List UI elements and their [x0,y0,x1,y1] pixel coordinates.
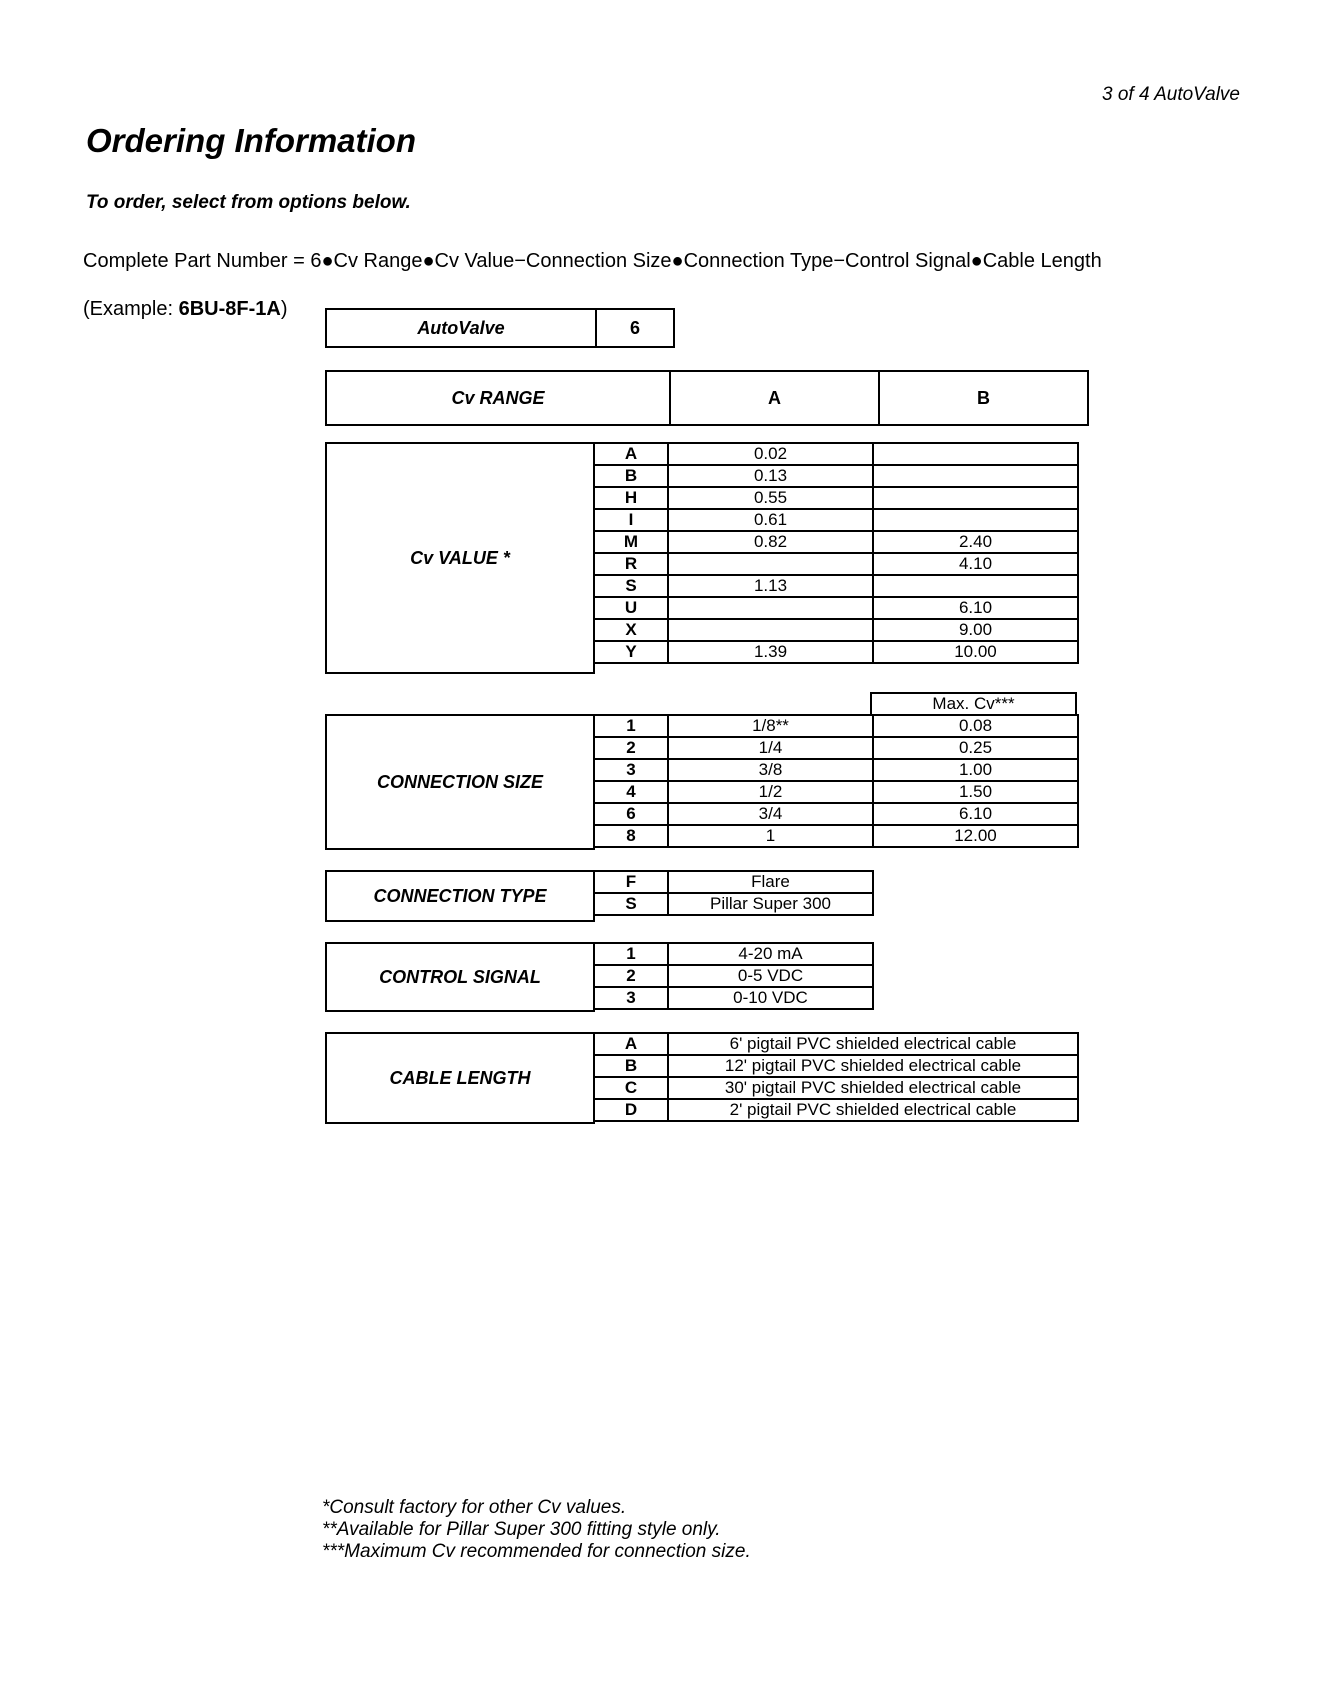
table-row [594,619,1078,641]
connection-size-value: 1/2 [668,781,873,803]
cv-range-b-value: 10.00 [873,641,1078,663]
option-code: H [594,487,668,509]
cv-range-a-value: 0.61 [668,509,873,531]
footnote-3: ***Maximum Cv recommended for connection size. [322,1541,751,1562]
subtitle: To order, select from options below. [86,192,411,213]
cv-range-col-a: A [670,371,879,425]
table-row [594,641,1078,663]
max-cv-header-table [870,692,1077,716]
option-code: 1 [594,943,668,965]
cv-range-col-b: B [879,371,1088,425]
max-cv-value: 1.50 [873,781,1078,803]
example-code: 6BU-8F-1A [178,298,281,320]
table-row [594,965,873,987]
table-row [594,737,1078,759]
cv-range-a-value [668,597,873,619]
example-prefix: (Example: [83,298,179,320]
cable-length-value: 12' pigtail PVC shielded electrical cable [668,1055,1078,1077]
control-signal-label: CONTROL SIGNAL [379,966,541,987]
cable-length-label: CABLE LENGTH [389,1067,531,1088]
table-row [594,759,1078,781]
cv-range-b-value: 6.10 [873,597,1078,619]
max-cv-value: 1.00 [873,759,1078,781]
page-number: 3 of 4 AutoValve [1101,84,1240,105]
option-code: B [594,1055,668,1077]
cable-length-table [593,1032,1079,1122]
connection-size-value: 1 [668,825,873,847]
table-row [594,1077,1078,1099]
option-code: M [594,531,668,553]
part-number-formula: Complete Part Number = 6●Cv Range●Cv Value−Connection Size●Connection Type−Control Signal●Cable Length [83,250,1102,272]
connection-type-value: Flare [668,871,873,893]
autovalve-label: AutoValve [326,309,596,347]
cv-value-table [593,442,1079,664]
option-code: B [594,465,668,487]
page-title: Ordering Information [86,122,416,159]
max-cv-value: 0.25 [873,737,1078,759]
cv-range-b-value [873,465,1078,487]
table-row [594,575,1078,597]
control-signal-value: 0-10 VDC [668,987,873,1009]
example-suffix: ) [280,298,288,320]
cv-range-table [325,370,1089,426]
option-code: S [594,893,668,915]
option-code: F [594,871,668,893]
connection-size-label: CONNECTION SIZE [376,771,543,792]
cv-range-b-value [873,443,1078,465]
option-code: R [594,553,668,575]
connection-size-value: 1/4 [668,737,873,759]
cv-range-a-value [668,553,873,575]
table-row [594,893,873,915]
option-code: A [594,1033,668,1055]
cv-range-b-value: 2.40 [873,531,1078,553]
option-code: 3 [594,987,668,1009]
cv-range-a-value: 0.55 [668,487,873,509]
example-part-number [83,298,288,321]
option-code: S [594,575,668,597]
table-row [594,1033,1078,1055]
table-row [594,531,1078,553]
table-row [594,465,1078,487]
option-code: 6 [594,803,668,825]
cv-range-a-value: 1.13 [668,575,873,597]
table-row [594,943,873,965]
cable-length-value: 2' pigtail PVC shielded electrical cable [668,1099,1078,1121]
table-row [594,443,1078,465]
cv-range-label: Cv RANGE [326,371,670,425]
table-row [594,781,1078,803]
cv-range-b-value: 4.10 [873,553,1078,575]
connection-type-label: CONNECTION TYPE [373,885,547,906]
cv-range-a-value: 1.39 [668,641,873,663]
footnotes [322,1497,751,1563]
connection-type-value: Pillar Super 300 [668,893,873,915]
table-row [594,987,873,1009]
cv-range-a-value [668,619,873,641]
option-code: I [594,509,668,531]
max-cv-value: 0.08 [873,715,1078,737]
option-code: 4 [594,781,668,803]
option-code: A [594,443,668,465]
table-row [594,487,1078,509]
footnote-2: **Available for Pillar Super 300 fitting style only. [322,1519,721,1540]
connection-size-value: 1/8** [668,715,873,737]
cv-range-b-value [873,487,1078,509]
cv-range-b-value [873,575,1078,597]
option-code: 2 [594,965,668,987]
cv-value-label: Cv VALUE * [410,547,510,568]
max-cv-value: 6.10 [873,803,1078,825]
connection-size-value: 3/8 [668,759,873,781]
table-row [594,1055,1078,1077]
option-code: C [594,1077,668,1099]
option-code: Y [594,641,668,663]
option-code: D [594,1099,668,1121]
cv-range-a-value: 0.02 [668,443,873,465]
table-row [594,803,1078,825]
cable-length-value: 6' pigtail PVC shielded electrical cable [668,1033,1078,1055]
option-code: 3 [594,759,668,781]
table-row [594,1099,1078,1121]
option-code: 8 [594,825,668,847]
table-row [594,825,1078,847]
option-code: 1 [594,715,668,737]
table-row [594,715,1078,737]
cv-range-a-value: 0.82 [668,531,873,553]
autovalve-code: 6 [596,309,674,347]
connection-type-table [593,870,874,916]
table-row [594,597,1078,619]
cv-range-a-value: 0.13 [668,465,873,487]
option-code: X [594,619,668,641]
cable-length-value: 30' pigtail PVC shielded electrical cable [668,1077,1078,1099]
option-code: U [594,597,668,619]
cv-range-b-value [873,509,1078,531]
control-signal-table [593,942,874,1010]
cv-range-b-value: 9.00 [873,619,1078,641]
autovalve-table [325,308,675,348]
table-row [594,553,1078,575]
table-row [594,509,1078,531]
connection-size-table [593,714,1079,848]
table-row [594,871,873,893]
connection-size-value: 3/4 [668,803,873,825]
max-cv-header: Max. Cv*** [871,693,1076,715]
footnote-1: *Consult factory for other Cv values. [322,1497,627,1518]
max-cv-value: 12.00 [873,825,1078,847]
control-signal-value: 4-20 mA [668,943,873,965]
option-code: 2 [594,737,668,759]
control-signal-value: 0-5 VDC [668,965,873,987]
